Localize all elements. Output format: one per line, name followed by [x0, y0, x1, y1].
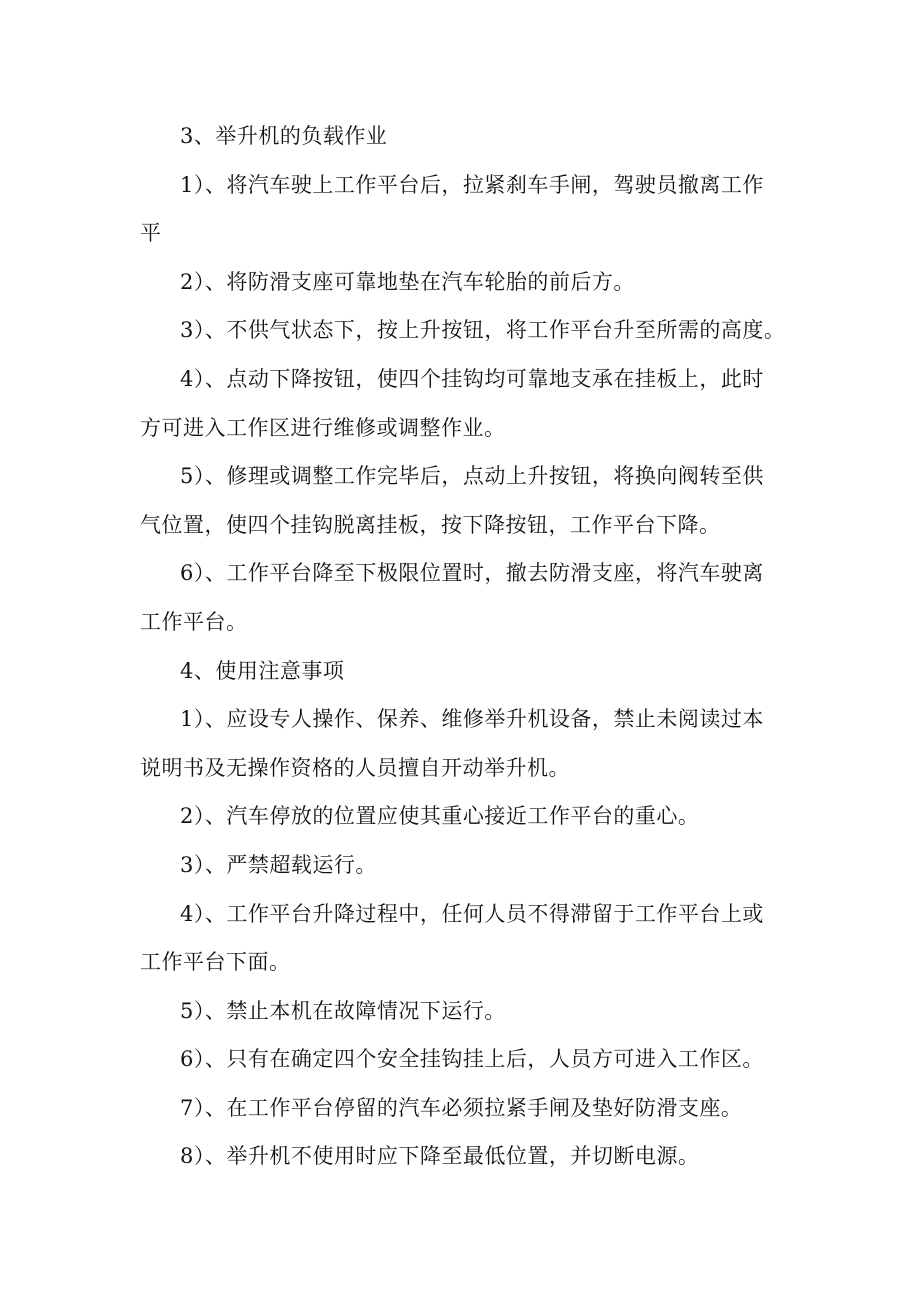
paragraph-line: 工作平台下面。 [140, 950, 291, 975]
paragraph-line: 工作平台。 [140, 609, 248, 634]
paragraph-line: 5）、禁止本机在故障情况下运行。 [180, 998, 506, 1023]
document-body [140, 112, 800, 1181]
paragraph-line: 6）、工作平台降至下极限位置时，撤去防滑支座，将汽车驶离 [180, 561, 764, 586]
paragraph-line: 方可进入工作区进行维修或调整作业。 [140, 415, 506, 440]
section-heading-usage-notes: 4、使用注意事项 [180, 658, 345, 683]
paragraph-line: 8）、举升机不使用时应下降至最低位置，并切断电源。 [180, 1144, 700, 1169]
paragraph-line: 2）、汽车停放的位置应使其重心接近工作平台的重心。 [180, 804, 700, 829]
section-heading-load-operation: 3、举升机的负载作业 [180, 124, 388, 148]
paragraph-line: 3）、不供气状态下，按上升按钮，将工作平台升至所需的高度。 [180, 318, 786, 343]
paragraph-line: 5）、修理或调整工作完毕后，点动上升按钮，将换向阀转至供 [180, 464, 764, 489]
paragraph-line: 3）、严禁超载运行。 [180, 852, 377, 877]
paragraph-line: 4）、点动下降按钮，使四个挂钩均可靠地支承在挂板上，此时 [180, 366, 764, 391]
paragraph-line: 6）、只有在确定四个安全挂钩挂上后，人员方可进入工作区。 [180, 1047, 764, 1072]
paragraph-line: 7）、在工作平台停留的汽车必须拉紧手闸及垫好防滑支座。 [180, 1095, 743, 1120]
paragraph-line: 4）、工作平台升降过程中，任何人员不得滞留于工作平台上或 [180, 901, 764, 926]
paragraph-line: 2）、将防滑支座可靠地垫在汽车轮胎的前后方。 [180, 269, 635, 294]
paragraph-line: 说明书及无操作资格的人员擅自开动举升机。 [140, 755, 570, 780]
paragraph-line: 1）、应设专人操作、保养、维修举升机设备，禁止未阅读过本 [180, 707, 764, 732]
paragraph-line: 气位置，使四个挂钩脱离挂板，按下降按钮，工作平台下降。 [140, 512, 721, 537]
paragraph-line: 1）、将汽车驶上工作平台后，拉紧刹车手闸，驾驶员撤离工作 [180, 172, 764, 197]
paragraph-line: 平 [140, 221, 162, 246]
